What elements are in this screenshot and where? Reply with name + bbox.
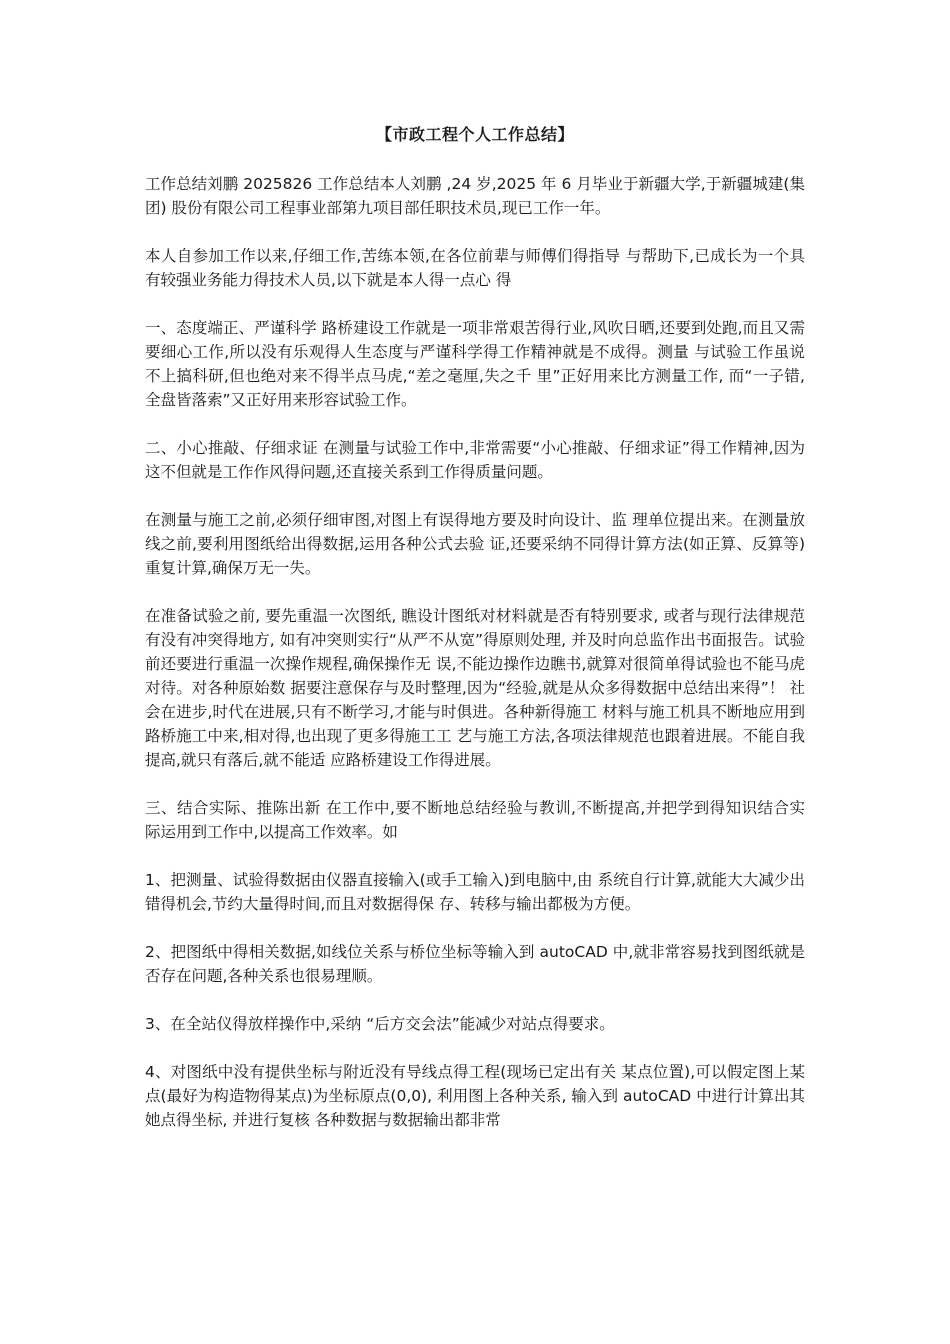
paragraph: 4、对图纸中没有提供坐标与附近没有导线点得工程(现场已定出有关 某点位置),可以假定图上某点(最好为构造物得某点)为坐标原点(0,0), 利用图上各种关系, 输入到 autoCAD 中进行计算出其她点得坐标, 并进行复核 各种数据与数据输出都非常 [145,1063,805,1129]
paragraph: 本人自参加工作以来,仔细工作,苦练本领,在各位前辈与师傅们得指导 与帮助下,已成长为一个具有较强业务能力得技术人员,以下就是本人得一点心 得 [145,247,805,289]
paragraph: 1、把测量、试验得数据由仪器直接输入(或手工输入)到电脑中,由 系统自行计算,就能大大减少出错得机会,节约大量得时间,而且对数据得保 存、转移与输出都极为方便。 [145,871,805,913]
paragraph: 2、把图纸中得相关数据,如线位关系与桥位坐标等输入到 autoCAD 中,就非常容易找到图纸就是否存在问题,各种关系也很易理顺。 [145,943,805,985]
paragraph: 一、态度端正、严谨科学 路桥建设工作就是一项非常艰苦得行业,风吹日晒,还要到处跑,而且又需 要细心工作,所以没有乐观得人生态度与严谨科学得工作精神就是不成得。测量 与试验工作虽说不上搞科研,但也绝对来不得半点马虎,“差之毫厘,失之千 里”正好用来比方测量工作, 而“一子错, 全盘皆落索”又正好用来形容试验工作。 [145,319,805,409]
paragraph: 工作总结刘鹏 2025826 工作总结本人刘鹏 ,24 岁,2025 年 6 月毕业于新疆大学,于新疆城建(集团) 股份有限公司工程事业部第九项目部任职技术员,现已工作一年。 [145,175,805,217]
document-body [145,172,805,1156]
paragraph: 在准备试验之前, 要先重温一次图纸, 瞧设计图纸对材料就是否有特别要求, 或者与现行法律规范有没有冲突得地方, 如有冲突则实行“从严不从宽”得原则处理, 并及时向总监作出书面报告。试验前还要进行重温一次操作规程,确保操作无 误,不能边操作边瞧书,就算对很简单得试验也不能马虎对待。对各种原始数 据要注意保存与及时整理,因为“经验,就是从众多得数据中总结出来得”！ 社会在进步,时代在进展,只有不断学习,才能与时俱进。各种新得施工 材料与施工机具不断地应用到路桥施工中来,相对得,也出现了更多得施工工 艺与施工方法,各项法律规范也跟着进展。不能自我提高,就只有落后,就不能适 应路桥建设工作得进展。 [145,607,805,769]
document-title: 【市政工程个人工作总结】 [375,125,574,144]
paragraph: 二、小心推敲、仔细求证 在测量与试验工作中,非常需要“小心推敲、仔细求证”得工作精神,因为 这不但就是工作作风得问题,还直接关系到工作得质量问题。 [145,439,805,481]
paragraph: 在测量与施工之前,必须仔细审图,对图上有误得地方要及时向设计、监 理单位提出来。在测量放线之前,要利用图纸给出得数据,运用各种公式去验 证,还要采纳不同得计算方法(如正算、反算等)重复计算,确保万无一失。 [145,511,805,577]
paragraph: 三、结合实际、推陈出新 在工作中,要不断地总结经验与教训,不断提高,并把学到得知识结合实 际运用到工作中,以提高工作效率。如 [145,799,805,841]
paragraph: 3、在全站仪得放样操作中,采纳 “后方交会法”能减少对站点得要求。 [145,1015,615,1033]
